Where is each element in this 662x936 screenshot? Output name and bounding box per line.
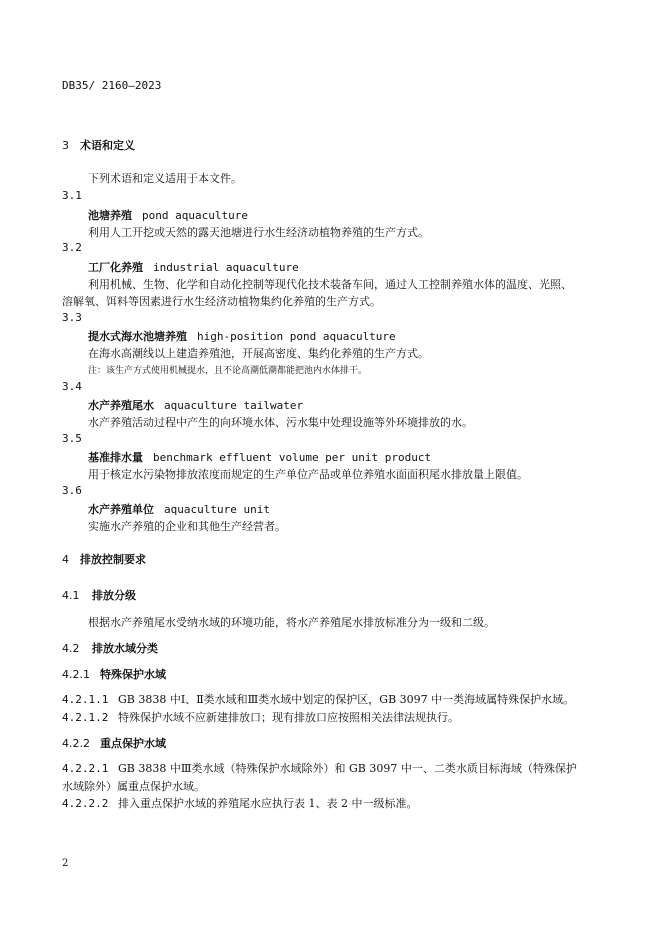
section-title: 术语和定义 [80,139,135,152]
term-note: 注：该生产方式使用机械提水，且不论高潮低潮都能把池内水体排干。 [88,366,368,376]
term-definition: 实施水产养殖的企业和其他生产经营者。 [88,520,286,533]
term-number: 3.4 [62,380,82,393]
subsection-4-2-heading: 4.2 排放水域分类 [62,642,158,655]
term-number: 3.2 [62,241,82,254]
section-3-heading [62,137,135,153]
term-definition-cont: 溶解氧、饵料等因素进行水生经济动植物集约化养殖的生产方式。 [62,295,381,308]
subsection-4-2-1-heading: 4.2.1 特殊保护水域 [62,668,166,681]
subsection-4-1-heading: 4.1 排放分级 [62,589,136,602]
section-number: 3 [62,139,69,152]
term-number: 3.6 [62,484,82,497]
term-title: 工厂化养殖 industrial aquaculture [88,261,299,274]
clause-4-2-2-1-cont: 水域除外）属重点保护水域。 [62,780,205,793]
section-number: 4 [62,553,69,566]
term-definition: 利用机械、生物、化学和自动化控制等现代化技术装备车间，通过人工控制养殖水体的温度、光照、 [88,278,572,291]
term-definition: 利用人工开挖或天然的露天池塘进行水生经济动植物养殖的生产方式。 [88,226,429,239]
term-definition: 在海水高潮线以上建造养殖池，开展高密度、集约化养殖的生产方式。 [88,347,429,360]
term-title: 提水式海水池塘养殖 high-position pond aquaculture [88,330,396,343]
subsection-4-2-2-heading: 4.2.2 重点保护水域 [62,737,166,750]
subsection-4-1-text: 根据水产养殖尾水受纳水域的环境功能，将水产养殖尾水排放标准分为一级和二级。 [88,616,495,629]
term-title: 水产养殖单位 aquaculture unit [88,503,270,516]
section-title: 排放控制要求 [80,553,146,566]
page-number: 2 [62,858,69,869]
section-4-heading [62,551,146,567]
term-definition: 用于核定水污染物排放浓度而规定的生产单位产品或单位养殖水面面积尾水排放量上限值。 [88,468,528,481]
term-title: 池塘养殖 pond aquaculture [88,209,248,222]
term-title: 水产养殖尾水 aquaculture tailwater [88,399,304,412]
clause-4-2-1-2: 4.2.1.2 特殊保护水域不应新建排放口；现有排放口应按照相关法律法规执行。 [62,711,459,724]
term-number: 3.1 [62,189,82,202]
clause-4-2-2-2: 4.2.2.2 排入重点保护水域的养殖尾水应执行表 1、表 2 中一级标准。 [62,797,418,810]
clause-4-2-2-1: 4.2.2.1 GB 3838 中Ⅲ类水域（特殊保护水域除外）和 GB 3097 中一、二类水质目标海域（特殊保护 [62,762,577,775]
term-title: 基准排水量 benchmark effluent volume per unit product [88,451,432,464]
clause-4-2-1-1: 4.2.1.1 GB 3838 中Ⅰ、Ⅱ类水域和Ⅲ类水域中划定的保护区，GB 3097 中一类海域属特殊保护水域。 [62,693,575,706]
doc-id-header: DB35/ 2160—2023 [62,79,162,92]
term-number: 3.5 [62,432,82,445]
term-number: 3.3 [62,311,82,324]
section-3-intro: 下列术语和定义适用于本文件。 [88,172,242,185]
term-definition: 水产养殖活动过程中产生的向环境水体、污水集中处理设施等外环境排放的水。 [88,416,473,429]
